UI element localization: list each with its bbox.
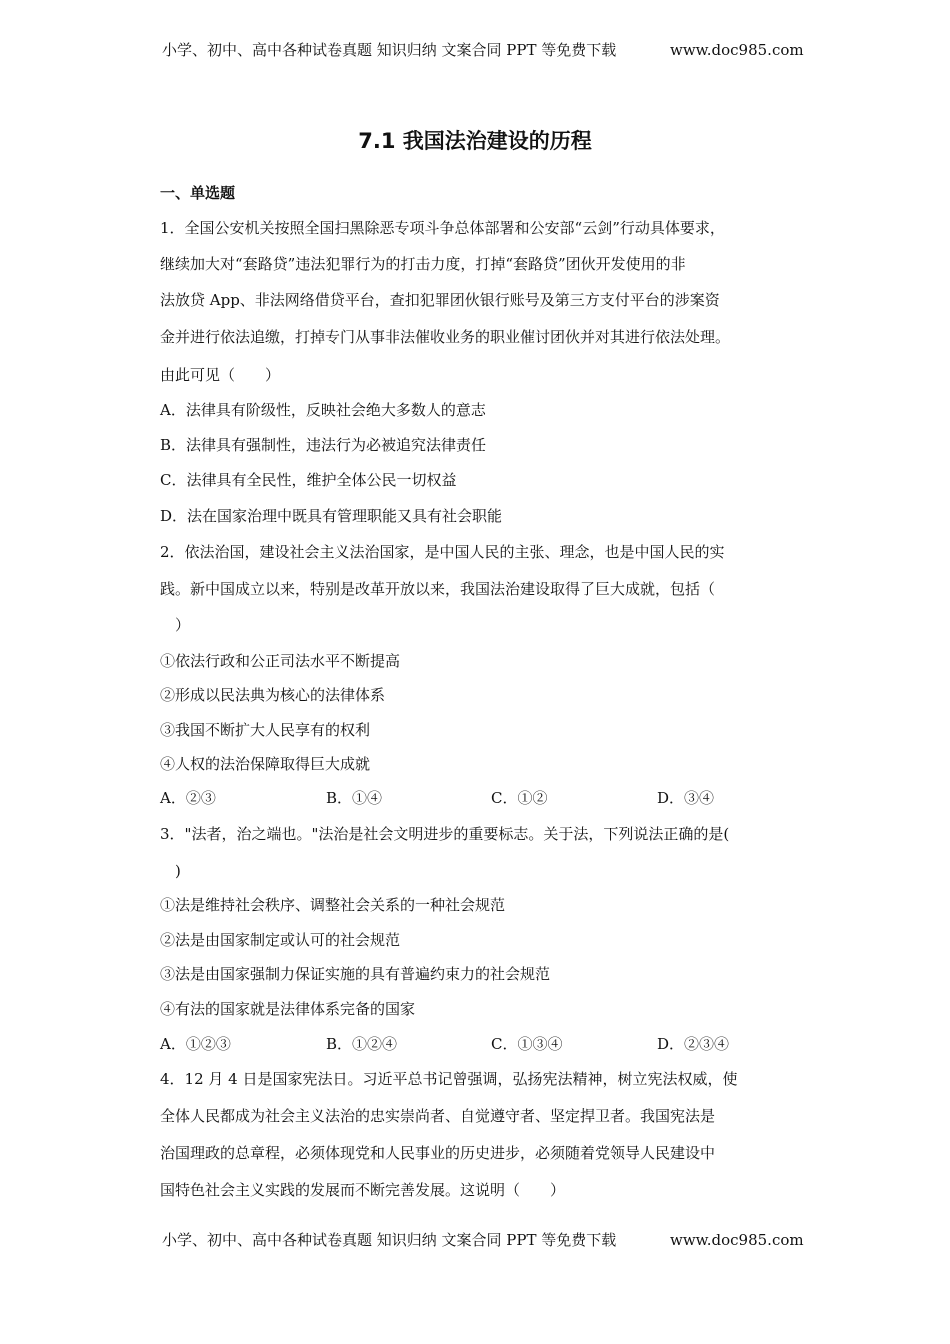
q1-option-a: A．法律具有阶级性，反映社会绝大多数人的意志 [160,401,486,419]
q3-stem-line: ) [160,862,181,880]
q2-option-b: B．①④ [326,789,383,807]
section-heading: 一、单选题 [160,184,236,202]
header-url[interactable]: www.doc985.com [670,41,804,59]
q3-item-3: ③法是由国家强制力保证实施的具有普遍约束力的社会规范 [160,965,551,983]
q2-option-d: D．③④ [657,789,715,807]
q1-stem-line: 由此可见（ ） [160,366,281,384]
q2-option-a: A．②③ [160,789,216,807]
q3-item-4: ④有法的国家就是法律体系完备的国家 [160,1000,416,1018]
q1-option-d: D．法在国家治理中既具有管理职能又具有社会职能 [160,507,503,525]
q2-item-2: ②形成以民法典为核心的法律体系 [160,686,386,704]
q1-option-b: B．法律具有强制性，违法行为必被追究法律责任 [160,436,487,454]
q3-item-1: ①法是维持社会秩序、调整社会关系的一种社会规范 [160,896,506,914]
q1-stem-line: 金并进行依法追缴，打掉专门从事非法催收业务的职业催讨团伙并对其进行依法处理。 [160,328,731,346]
q4-stem-line: 治国理政的总章程，必须体现党和人民事业的历史进步，必须随着党领导人民建设中 [160,1144,716,1162]
q1-stem-line: 法放贷 App、非法网络借贷平台，查扣犯罪团伙银行账号及第三方支付平台的涉案资 [160,291,720,309]
q2-stem-line: ） [160,616,191,634]
q1-stem-line: 1．全国公安机关按照全国扫黑除恶专项斗争总体部署和公安部“云剑”行动具体要求， [160,219,725,237]
q3-option-c: C．①③④ [491,1035,563,1053]
footer-url[interactable]: www.doc985.com [670,1231,804,1249]
q3-item-2: ②法是由国家制定或认可的社会规范 [160,931,401,949]
q4-stem-line: 国特色社会主义实践的发展而不断完善发展。这说明（ ） [160,1181,566,1199]
q4-stem-line: 全体人民都成为社会主义法治的忠实崇尚者、自觉遵守者、坚定捍卫者。我国宪法是 [160,1107,716,1125]
q1-option-c: C．法律具有全民性，维护全体公民一切权益 [160,471,457,489]
q2-item-3: ③我国不断扩大人民享有的权利 [160,721,371,739]
q3-stem-line: 3．"法者，治之端也。"法治是社会文明进步的重要标志。关于法，下列说法正确的是( [160,825,730,843]
footer-text: 小学、初中、高中各种试卷真题 知识归纳 文案合同 PPT 等免费下载 [162,1231,617,1249]
q2-stem-line: 2．依法治国，建设社会主义法治国家，是中国人民的主张、理念，也是中国人民的实 [160,543,725,561]
q3-option-a: A．①②③ [160,1035,231,1053]
q3-option-d: D．②③④ [657,1035,730,1053]
header-text: 小学、初中、高中各种试卷真题 知识归纳 文案合同 PPT 等免费下载 [162,41,617,59]
q4-stem-line: 4．12 月 4 日是国家宪法日。习近平总书记曾强调，弘扬宪法精神，树立宪法权威，使 [160,1070,738,1088]
q3-option-b: B．①②④ [326,1035,398,1053]
q2-stem-line: 践。新中国成立以来，特别是改革开放以来，我国法治建设取得了巨大成就，包括（ [160,580,716,598]
q2-option-c: C．①② [491,789,548,807]
q1-stem-line: 继续加大对“套路贷”违法犯罪行为的打击力度，打掉“套路贷”团伙开发使用的非 [160,255,686,273]
q2-item-1: ①依法行政和公正司法水平不断提高 [160,652,401,670]
page-title: 7.1 我国法治建设的历程 [358,129,592,153]
q2-item-4: ④人权的法治保障取得巨大成就 [160,755,371,773]
